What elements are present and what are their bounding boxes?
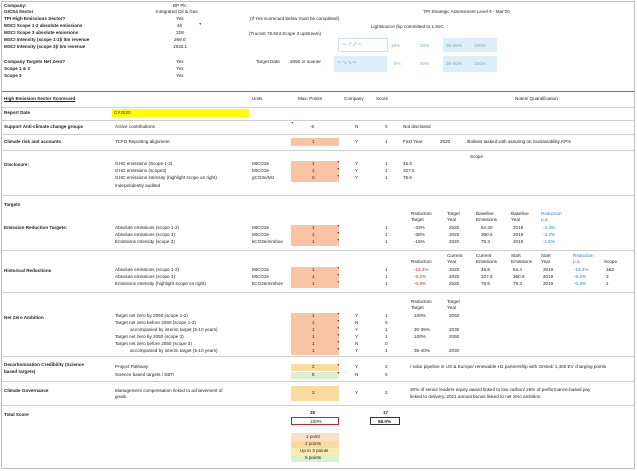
decarb-score: 0 [385,372,388,377]
max-points-value: 1 [312,239,315,244]
comment-marker [337,320,339,322]
max-points-value: 1 [312,320,315,325]
netzero-target: 100% [414,334,426,339]
max-points-value: 2 [312,364,315,369]
target-unit: MtCO2e [252,225,270,230]
max-points-value: 1 [312,327,315,332]
historical-scope: 3 [606,274,609,279]
comment-marker [291,122,293,124]
historical-score: 1 [385,281,388,286]
netzero-company[interactable]: Y [355,327,359,332]
disclosure-item: GHG emissions (Scope 1-2) [115,161,173,166]
historical-reduction: -0.8% [414,281,427,286]
historical-reduction-pa: -16.4% [574,267,589,272]
pathway-image-2: ~↘↘~ [334,56,387,72]
start-year: 2019 [543,267,554,272]
disclosure-value: 327.6 [403,168,415,173]
support-item: Active contributions [115,124,155,129]
comment-marker [337,168,339,170]
target-item: Absolute emissions (scope 1-2) [115,225,180,230]
reduction-pa: -1.5% [543,239,556,244]
target-year: 2020 [449,225,460,230]
column-header: Emissions [476,259,497,264]
grid-r2-4: 100% [474,61,486,66]
netzero-target: 100% [414,313,426,318]
historical-score: 1 [385,267,388,272]
support-max[interactable]: -5 [310,124,315,129]
decarb-note: / solar pipeline in US & Europe/ renewable H2 partnership with Orsted/ 1,400 EV charging points [410,364,607,369]
column-header: Reduction [411,211,432,216]
max-points-value: 1 [312,274,315,279]
divider [2,356,634,357]
netzero-target: 35-40% [414,348,430,353]
reduction-pa: -3.3% [543,225,556,230]
col-company: Company [344,96,364,101]
current-year: 2020 [449,274,460,279]
divider [2,120,634,121]
netzero-label: Net Zero Ambition [4,315,44,320]
netzero-target-year: 2050 [449,334,460,339]
max-points-value: 1 [312,341,315,346]
column-header: Year [541,259,551,264]
target-reduction: -15% [414,239,425,244]
netzero-item: Target net zero before 2050 (scope 3) [115,341,192,346]
decarb-company[interactable]: N [355,372,359,377]
target-date-label: Target Date [256,59,280,64]
intensity3-label: MSCI Intensity (scope 3)/ $m revenue [4,44,86,49]
msci3-note: (Trucost 76.6mt Scope 3 upstream) [249,31,322,36]
lightsource-note: Lightsource (bp committed to 1.5oC [371,24,444,29]
divider [2,195,634,196]
column-header: Target [411,217,424,222]
historical-score: 1 [385,274,388,279]
comment-marker [337,364,339,366]
company-value[interactable]: BP Plc [173,3,187,8]
baseline-emissions: 360.6 [481,232,493,237]
column-header: Reduction [411,259,432,264]
current-emissions: 327.6 [481,274,493,279]
disclosure-score: 1 [385,168,388,173]
netzero-target-year: 2050 [449,313,460,318]
column-header: Start [541,253,551,258]
column-header: Emissions [476,217,497,222]
intensity12-value[interactable]: 268.0 [174,37,186,42]
divider [2,381,634,382]
total-max-pct-cell: 100% [291,417,339,425]
grid-r1-3: 30-35% [446,43,462,48]
divider [2,405,634,406]
governance-note-line1: 30% of senior leaders equity award linked to low carbon/ 25% of performance-based pay [410,387,591,392]
divider [2,134,634,135]
tpi-high-note: (If Yes scorecard below must be completed) [250,16,340,21]
reduction-pa: -4.2% [543,232,556,237]
netzero-company[interactable]: Y [355,313,359,318]
comment-marker [337,225,339,227]
scope12-label: Scope 1 & 2 [4,66,31,71]
comment-marker [337,348,339,350]
report-date-label: Report Date [4,110,31,115]
grid-r2-1: 9% [394,61,401,66]
max-points-value: 0 [312,175,315,180]
divider [2,150,634,151]
emission-reduction-label: Emission Reduction Targets: [4,225,68,230]
start-emissions: 360.6 [513,274,525,279]
support-company[interactable]: N [355,124,359,129]
column-header: Year [511,217,521,222]
column-header: Year [447,259,457,264]
independently-audited: Independently audited [115,183,161,188]
baseline-emissions: 54.40 [481,225,493,230]
divider [2,91,634,92]
col-notes: Notes/ Quantification [515,96,558,101]
max-points-cell[interactable] [291,175,339,182]
historical-item: Emissions Intensity (highlight scope on right) [115,281,206,286]
netzero-company[interactable]: Y [355,348,359,353]
divider [2,107,634,108]
max-points-value: 5 [312,372,315,377]
target-score: 1 [385,239,388,244]
netzero-score: 1 [385,348,388,353]
netzero-item: Target net zero by 2050 (scope 1-2) [115,313,188,318]
scope3-value[interactable]: Yes [176,73,184,78]
pathway-image-1: ~↗↗~ [338,38,388,52]
support-label: Support Anti-climate change groups [4,124,84,129]
netzero-item: Target net zero by 2050 (scope 3) [115,334,184,339]
climate-risk-note2: 2020 [440,139,451,144]
gics-label: GICS4 Sector [4,9,34,14]
grid-r1-1: 16% [391,43,401,48]
max-points-cell[interactable] [291,232,339,239]
climate-risk-item: TCFD Reporting alignment [115,139,170,144]
column-header: Scope [604,259,618,264]
current-emissions: 78.6 [481,281,490,286]
disclosure-score: 1 [385,161,388,166]
max-points-cell[interactable] [291,168,339,175]
col-score: Score [376,96,389,101]
target-reduction: -33% [414,225,425,230]
column-header: p.a. [541,217,549,222]
targets-net-zero-value[interactable]: Yes [176,59,184,64]
start-year: 2019 [543,274,554,279]
intensity12-label: MSCI Intensity (scope 1-2)/ $m revenue [4,37,90,42]
max-points-cell[interactable] [291,274,339,281]
comment-marker [337,372,339,374]
max-points-value: 1 [312,232,315,237]
comment-marker [337,175,339,177]
governance-company[interactable]: Y [355,390,359,395]
netzero-item: accompanied by interim target (5-10 years) [130,327,218,332]
max-points-cell[interactable] [291,348,339,355]
start-year: 2019 [543,281,554,286]
decarb-item: Science based targets / SBTi [115,372,175,377]
governance-note-line2: linked to delivery, 2021 annual bonus linked to net zero ambition [410,394,541,399]
column-header: Emissions [511,259,532,264]
column-header: Start [511,253,521,258]
scorecard-title: High Emission Sector Scorecard [4,96,76,101]
target-year: 2020 [449,232,460,237]
start-emissions: 79.3 [513,281,522,286]
max-points-value: 1 [312,334,315,339]
netzero-target-year: 2030 [449,348,460,353]
governance-item-line2: goals. [115,394,128,399]
netzero-company[interactable]: Y [355,334,359,339]
divider [2,292,634,293]
disclosure-value: 78.6 [403,175,412,180]
tpi-title: TPI Strategic Assessment Level 4 - Mar'20 [423,9,510,14]
targets-label: Targets [4,202,21,207]
netzero-item: Target net zero before 2050 (scope 1-2) [115,320,196,325]
max-points-value: 1 [312,225,315,230]
max-points-cell[interactable] [291,334,339,341]
disclosure-company[interactable]: Y [355,161,359,166]
netzero-company[interactable]: N [355,341,359,346]
decarb-item: Project Pathway [115,364,149,369]
disclosure-unit: MtCO2e [252,161,270,166]
netzero-target: 30-35% [414,327,430,332]
max-points-value: 1 [312,168,315,173]
disclosure-label: Disclosure: [4,162,30,167]
column-header: Year [447,217,457,222]
comment-marker [337,327,339,329]
disclosure-unit: MtCO2e [252,168,270,173]
climate-risk-label: Climate risk and accounts [4,139,61,144]
max-points-value: 1 [312,161,315,166]
gics-value[interactable]: Integrated Oil & Gas [156,9,198,14]
max-points-cell[interactable] [291,364,339,371]
msci3-value[interactable]: 328 [176,30,184,35]
historical-scope: 1 [606,281,609,286]
column-header: Baseline [511,211,529,216]
max-points-cell[interactable]: 3 [291,386,339,401]
disclosure-item: GHG emissions (scope3) [115,168,167,173]
climate-risk-score: 1 [385,139,388,144]
total-label: Total Score [4,412,29,417]
targets-net-zero-label: Company Targets Net Zero? [4,59,66,64]
comment-marker [337,274,339,276]
historical-label: Historical Reductions [4,268,52,273]
baseline-year: 2019 [513,239,524,244]
historical-reduction-pa: -9.2% [574,274,587,279]
target-item: Absolute emissions (scope 3) [115,232,176,237]
max-points-cell[interactable] [291,281,339,288]
decarb-score: 2 [385,364,388,369]
col-units: Units [252,96,263,101]
max-points-cell[interactable]: 1 [291,138,339,146]
column-header: Reduction [411,299,432,304]
baseline-emissions: 79.3 [481,239,490,244]
tpi-high-label: TPI High Emissions Sector? [4,16,66,21]
disclosure-company[interactable]: Y [355,168,359,173]
msci3-label: MSCI Scope 3 absolute emissions [4,30,79,35]
governance-item-line1: Management compensation linked to achievement of [115,388,223,393]
max-points-cell[interactable] [291,313,339,320]
company-label: Company: [4,3,27,8]
column-header: p.a. [573,259,581,264]
total-score: 17 [383,410,389,415]
netzero-score: 1 [385,334,388,339]
max-points-cell[interactable] [291,341,339,348]
disclosure-score: 1 [385,175,388,180]
comment-marker [337,334,339,336]
comment-marker [337,281,339,283]
max-points-cell[interactable] [291,225,339,232]
historical-item: Absolute emissions (scope 3) [115,274,176,279]
column-header: Target [411,305,424,310]
total-score-pct-cell: 68.0% [370,417,400,425]
report-date-value: CY2020 [114,110,131,115]
historical-scope: 1&2 [606,267,615,272]
governance-score: 2 [385,390,388,395]
scope3-label: Scope 3 [4,73,22,78]
tpi-high-value[interactable]: Yes [176,16,184,21]
target-item: Emissions Intensity (scope 3) [115,239,175,244]
total-max: 25 [310,410,316,415]
decarb-company[interactable]: Y [355,364,359,369]
target-score: 1 [385,225,388,230]
comment-marker [199,23,201,25]
netzero-score: 1 [385,313,388,318]
column-header: Reduction [573,253,594,258]
target-year: 2020 [449,239,460,244]
comment-marker [337,341,339,343]
column-header: Year [447,305,457,310]
comment-marker [337,232,339,234]
netzero-target-year: 2030 [449,327,460,332]
target-unit: MtCO2e [252,232,270,237]
grid-r1-2: 20% [420,43,430,48]
intensity3-value[interactable]: 1932.1 [173,44,188,49]
netzero-score: 0 [385,341,388,346]
start-emissions: 54.4 [513,267,522,272]
column-header: Reduction [541,211,562,216]
grid-r2-3: 35-40% [446,61,462,66]
report-date-cell[interactable] [112,109,249,117]
disclosure-value: 45.5 [403,161,412,166]
max-points-cell[interactable] [291,267,339,274]
disclosure-company[interactable]: Y [355,175,359,180]
legend-2-points: 2 points [291,441,339,448]
max-points-value: 1 [312,267,315,272]
max-points-value: 1 [312,281,315,286]
grid-r2-2: 20% [420,61,430,66]
disclosure-unit: gCO2e/MJ [252,175,274,180]
historical-unit: MtCO2e [252,267,270,272]
historical-unit: kCO2e/mmboe [252,281,283,286]
column-header: Target [447,211,460,216]
column-header: Current [447,253,463,258]
msci12-value[interactable]: 46 [177,23,183,28]
grid-r1-4: 100% [474,43,486,48]
governance-label: Climate Governance [4,388,49,393]
column-header: Current [476,253,492,258]
current-year: 2020 [449,281,460,286]
column-header: Baseline [476,211,494,216]
climate-risk-note3: ittolities tasked with assuring on Sustainability KPIs [467,139,571,144]
netzero-score: 0 [385,320,388,325]
legend-1-point: 1 point [291,433,339,441]
current-year: 2020 [449,267,460,272]
scope12-value[interactable]: Yes [176,66,184,71]
target-date-value[interactable]: 2050 or sooner [290,59,321,64]
legend-5-points: 5 points [291,455,339,462]
historical-reduction: -16.4% [414,267,429,272]
comment-marker [337,313,339,315]
historical-unit: MtCO2e [252,274,270,279]
target-unit: kCO2e/mmboe [252,239,283,244]
decarb-label-line2: based targets) [4,369,36,374]
netzero-score: 1 [385,327,388,332]
max-points-cell[interactable] [291,372,339,379]
disclosure-item: GHG emissions intensity (highlight scope on right) [115,175,217,180]
target-reduction: -38% [414,232,425,237]
support-note: Not disclosed [403,124,431,129]
baseline-year: 2019 [513,232,524,237]
comment-marker [337,239,339,241]
netzero-item: accompanied by interim target (5-10 years) [130,348,218,353]
support-score: 0 [385,124,388,129]
comment-marker [337,267,339,269]
max-points-value: 1 [312,313,315,318]
max-points-value: 1 [312,348,315,353]
decarb-label-line1: Decarbonisation Credibility (Science [4,362,84,367]
msci12-label: MSCI Scope 1-2 absolute emissions [4,23,83,28]
disclosure-scope-header: Scope [470,154,484,159]
max-points-cell[interactable] [291,161,339,168]
current-emissions: 45.5 [481,267,490,272]
climate-risk-company[interactable]: Y [355,139,359,144]
max-points-cell[interactable] [291,327,339,334]
max-points-cell[interactable] [291,320,339,327]
legend-3-points: Up to 3 points [291,448,339,455]
target-score: 1 [385,232,388,237]
netzero-company[interactable]: N [355,320,359,325]
historical-reduction: -9.2% [414,274,427,279]
baseline-year: 2019 [513,225,524,230]
max-points-cell[interactable] [291,239,339,246]
historical-item: Absolute emissions (scope 1-2) [115,267,180,272]
climate-risk-note1: First Year [403,139,423,144]
col-max-points: Max. Points [298,96,322,101]
divider [2,250,634,251]
column-header: Target [447,299,460,304]
comment-marker [337,161,339,163]
historical-reduction-pa: -0.8% [574,281,587,286]
